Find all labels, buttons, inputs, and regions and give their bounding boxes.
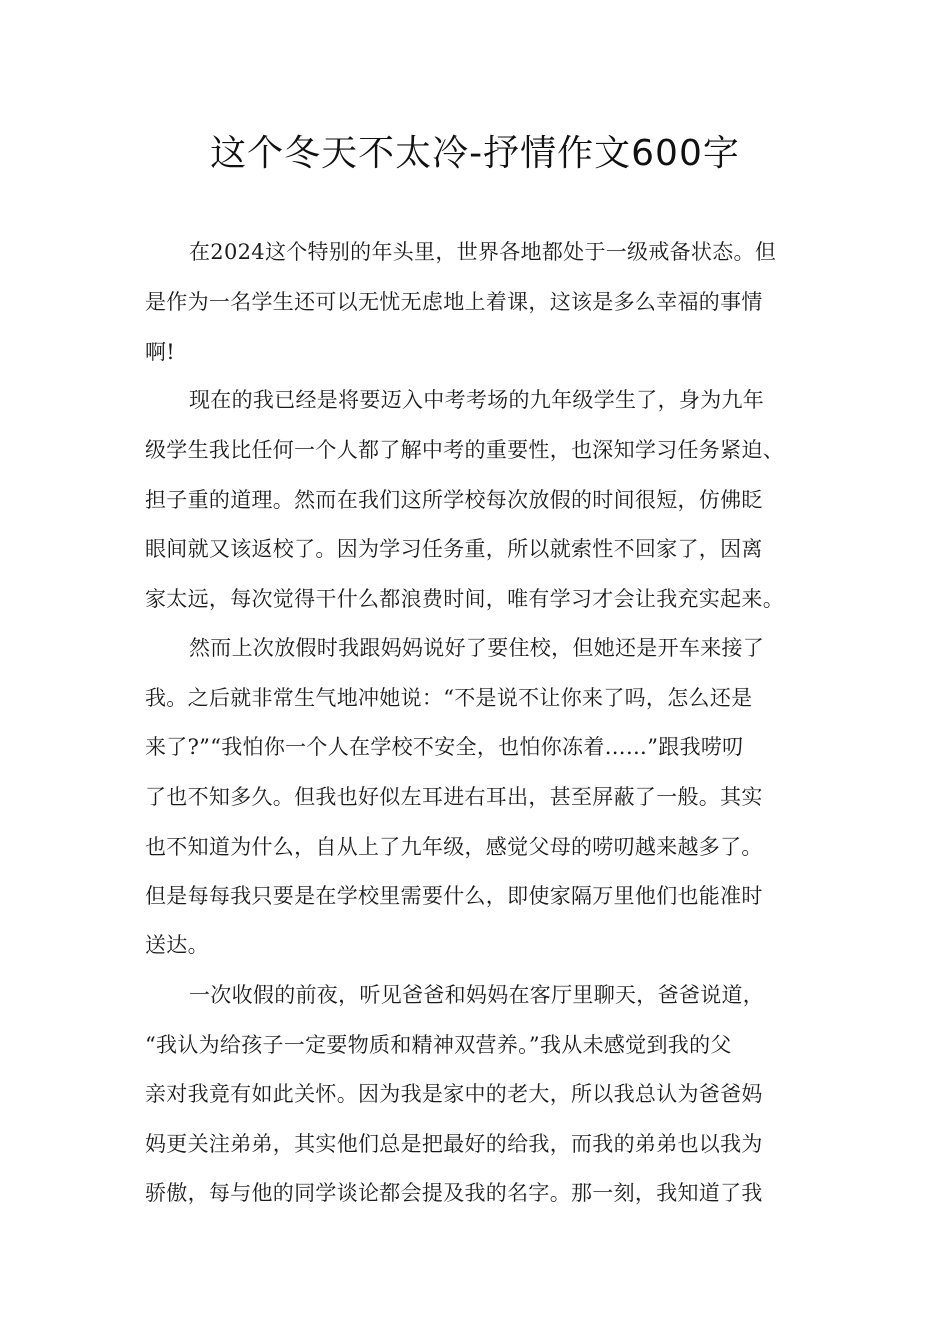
paragraph-3-line-5: 也不知道为什么，自从上了九年级，感觉父母的唠叨越来越多了。 <box>145 835 763 859</box>
document-title: 这个冬天不太冷-抒情作文600字 <box>210 133 740 174</box>
paragraph-1-line-3: 啊! <box>145 340 176 364</box>
paragraph-3-line-7: 送达。 <box>145 933 209 957</box>
paragraph-1-line-2: 是作为一名学生还可以无忧无虑地上着课，这该是多么幸福的事情 <box>145 290 763 314</box>
paragraph-3-line-4: 了也不知多久。但我也好似左耳进右耳出，甚至屏蔽了一般。其实 <box>145 785 763 809</box>
paragraph-4-line-4: 妈更关注弟弟，其实他们总是把最好的给我，而我的弟弟也以我为 <box>145 1132 763 1156</box>
paragraph-4-line-1: 一次收假的前夜，听见爸爸和妈妈在客厅里聊天，爸爸说道， <box>189 983 765 1007</box>
paragraph-2-line-4: 眼间就又该返校了。因为学习任务重，所以就索性不回家了，因离 <box>145 537 763 561</box>
paragraph-2-line-1: 现在的我已经是将要迈入中考考场的九年级学生了，身为九年 <box>189 388 765 412</box>
paragraph-3-line-6: 但是每每我只要是在学校里需要什么，即使家隔万里他们也能准时 <box>145 884 763 908</box>
paragraph-4-line-5: 骄傲，每与他的同学谈论都会提及我的名字。那一刻，我知道了我 <box>145 1181 763 1205</box>
paragraph-4-line-2: “我认为给孩子一定要物质和精神双营养。”我从未感觉到我的父 <box>145 1033 732 1057</box>
paragraph-2-line-2: 级学生我比任何一个人都了解中考的重要性，也深知学习任务紧迫、 <box>145 438 784 462</box>
paragraph-3-line-1: 然而上次放假时我跟妈妈说好了要住校，但她还是开车来接了 <box>189 636 765 660</box>
paragraph-3-line-3: 来了?”“我怕你一个人在学校不安全，也怕你冻着……”跟我唠叨 <box>145 735 744 759</box>
paragraph-3-line-2: 我。之后就非常生气地冲她说：“不是说不让你来了吗，怎么还是 <box>145 686 753 710</box>
paragraph-2-line-3: 担子重的道理。然而在我们这所学校每次放假的时间很短，仿佛眨 <box>145 488 763 512</box>
paragraph-2-line-5: 家太远，每次觉得干什么都浪费时间，唯有学习才会让我充实起来。 <box>145 587 784 611</box>
paragraph-1-line-1: 在2024这个特别的年头里，世界各地都处于一级戒备状态。但 <box>189 240 777 264</box>
paragraph-4-line-3: 亲对我竟有如此关怀。因为我是家中的老大，所以我总认为爸爸妈 <box>145 1082 763 1106</box>
